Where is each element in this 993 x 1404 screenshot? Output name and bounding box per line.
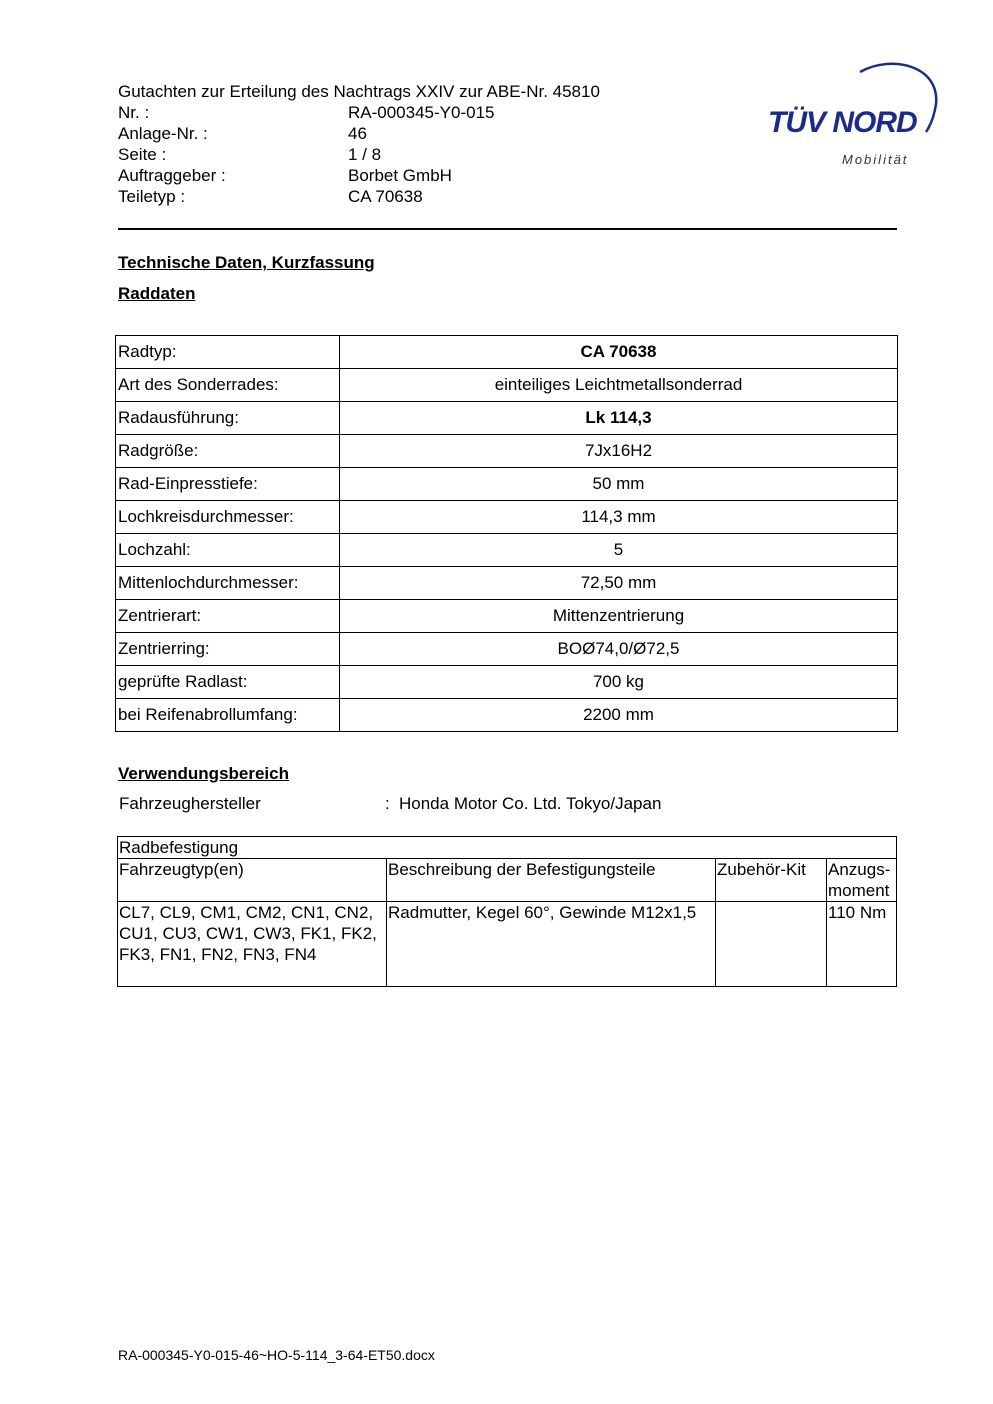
row-label: Radausführung: [116, 402, 340, 435]
row-label: Zentrierring: [116, 633, 340, 666]
header-key: Auftraggeber : [118, 166, 226, 185]
anzugsmoment-cell: 110 Nm [827, 902, 897, 987]
table-header-row [118, 859, 897, 902]
header-key: Teiletyp : [118, 187, 186, 206]
header-key: Anlage-Nr. : [118, 124, 208, 143]
befestigung-table [117, 836, 897, 987]
row-value: Mittenzentrierung [340, 600, 898, 633]
row-label: Zentrierart: [116, 600, 340, 633]
header-value: RA-000345-Y0-015 [348, 103, 495, 122]
table-row [116, 666, 898, 699]
table-row [116, 402, 898, 435]
column-header: Fahrzeugtyp(en) [118, 859, 387, 902]
zubehoer-kit-cell [716, 902, 827, 987]
row-value: 5 [340, 534, 898, 567]
row-value: 114,3 mm [340, 501, 898, 534]
hersteller-value: Honda Motor Co. Ltd. Tokyo/Japan [399, 794, 662, 813]
row-label: Rad-Einpresstiefe: [116, 468, 340, 501]
table-caption: Radbefestigung [118, 837, 897, 859]
header-key: Nr. : [118, 103, 150, 122]
tuv-nord-logo [762, 56, 942, 171]
row-value: 7Jx16H2 [340, 435, 898, 468]
row-label: Radtyp: [116, 336, 340, 369]
header-info [118, 102, 618, 207]
row-label: geprüfte Radlast: [116, 666, 340, 699]
raddaten-table [115, 335, 898, 732]
row-value: einteiliges Leichtmetallsonderrad [340, 369, 898, 402]
row-label: Radgröße: [116, 435, 340, 468]
header-value: 46 [348, 124, 367, 143]
table-row [116, 600, 898, 633]
table-row [116, 633, 898, 666]
logo-subtitle: Mobilität [842, 152, 909, 167]
verwendung-title: Verwendungsbereich [118, 764, 289, 783]
table-row [116, 567, 898, 600]
table-row [116, 336, 898, 369]
row-value: 50 mm [340, 468, 898, 501]
column-header: Anzugs- moment [827, 859, 897, 902]
header-key: Seite : [118, 145, 167, 164]
table-caption-row [118, 837, 897, 859]
table-row [116, 534, 898, 567]
header-value: Borbet GmbH [348, 166, 452, 185]
row-label: Mittenlochdurchmesser: [116, 567, 340, 600]
table-row [116, 699, 898, 732]
section-title: Technische Daten, Kurzfassung [118, 253, 375, 272]
hersteller-label: Fahrzeughersteller [119, 794, 261, 813]
row-label: Art des Sonderrades: [116, 369, 340, 402]
row-value: CA 70638 [340, 336, 898, 369]
header-value: CA 70638 [348, 187, 423, 206]
header-row-seite [118, 144, 618, 165]
row-label: bei Reifenabrollumfang: [116, 699, 340, 732]
logo-wordmark: TÜV NORD [768, 106, 917, 139]
table-row [118, 902, 897, 987]
report-title: Gutachten zur Erteilung des Nachtrags XXIV zur ABE-Nr. 45810 [118, 82, 600, 101]
column-header: Beschreibung der Befestigungsteile [387, 859, 716, 902]
table-row [116, 369, 898, 402]
row-value: 700 kg [340, 666, 898, 699]
table-row [116, 435, 898, 468]
header-row-teiletyp [118, 186, 618, 207]
hersteller-separator: : [385, 794, 390, 813]
header-row-anlage [118, 123, 618, 144]
row-value: BOØ74,0/Ø72,5 [340, 633, 898, 666]
footer-filename: RA-000345-Y0-015-46~HO-5-114_3-64-ET50.docx [118, 1347, 435, 1363]
header-value: 1 / 8 [348, 145, 382, 164]
header-row-nr [118, 102, 618, 123]
raddaten-title: Raddaten [118, 284, 196, 303]
table-row [116, 501, 898, 534]
row-value: 72,50 mm [340, 567, 898, 600]
header-row-auftraggeber [118, 165, 618, 186]
row-label: Lochzahl: [116, 534, 340, 567]
fahrzeugtypen-cell: CL7, CL9, CM1, CM2, CN1, CN2, CU1, CU3, CW1, CW3, FK1, FK2, FK3, FN1, FN2, FN3, FN4 [118, 902, 387, 987]
row-value: Lk 114,3 [340, 402, 898, 435]
row-label: Lochkreisdurchmesser: [116, 501, 340, 534]
column-header: Zubehör-Kit [716, 859, 827, 902]
header-divider [118, 228, 897, 230]
table-row [116, 468, 898, 501]
beschreibung-cell: Radmutter, Kegel 60°, Gewinde M12x1,5 [387, 902, 716, 987]
row-value: 2200 mm [340, 699, 898, 732]
